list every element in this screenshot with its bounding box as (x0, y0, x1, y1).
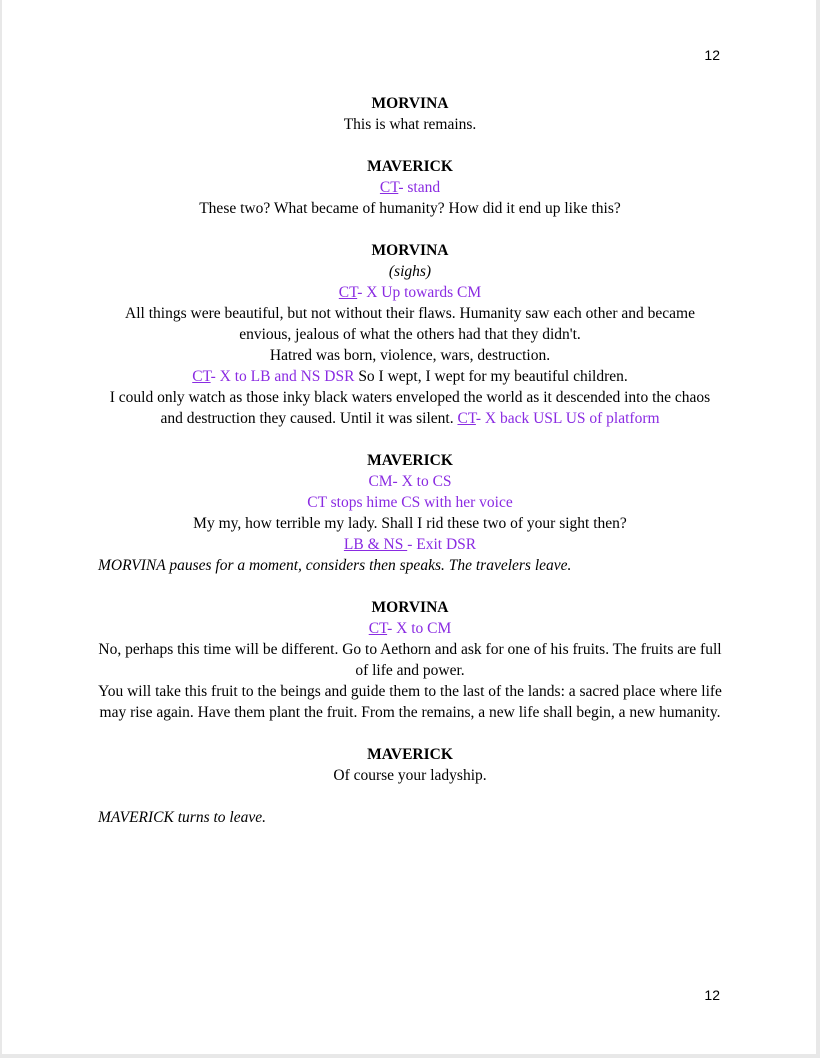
dialogue-line-with-note (98, 387, 722, 429)
character-name: MAVERICK (367, 746, 453, 763)
script-body (98, 93, 722, 828)
dialogue-line: Hatred was born, violence, wars, destruction. (269, 347, 551, 364)
page-number-bottom: 12 (704, 987, 720, 1003)
script-page (2, 0, 816, 1054)
stage-note-text: - X to LB and NS DSR (210, 368, 355, 385)
stage-note (98, 177, 722, 198)
action-line: MORVINA pauses for a moment, considers then speaks. The travelers leave. (98, 557, 572, 574)
character-name: MORVINA (371, 242, 449, 259)
action-line: MAVERICK turns to leave. (98, 809, 266, 826)
stage-note-ct: CT (457, 410, 476, 427)
character-name: MAVERICK (367, 452, 453, 469)
stage-note-text: - X back USL US of platform (475, 410, 660, 427)
stage-note-text: - stand (398, 179, 441, 196)
dialogue-line: All things were beautiful, but not without their flaws. Humanity saw each other and became envious, jealous of what the others had that they didn't. (125, 305, 695, 343)
stage-note-underlined: LB & NS (343, 536, 408, 553)
dialogue-line: You will take this fruit to the beings and guide them to the last of the lands: a sacred place where life may rise again. Have them plant the fruit. From the remains, a new life shall begin, a new humanity. (98, 683, 722, 721)
parenthetical: (sighs) (388, 263, 432, 280)
stage-note-ct: CT (368, 620, 388, 637)
stage-note (98, 534, 722, 555)
dialogue-text: I could only watch as those inky black waters enveloped the world as it descended into the chaos and destruction they caused. Until it was silent. (109, 389, 711, 427)
stage-note (98, 282, 722, 303)
stage-note-ct: CT (192, 368, 211, 385)
dialogue-line: This is what remains. (343, 116, 477, 133)
stage-note-text: - X Up towards CM (357, 284, 482, 301)
dialogue-text: So I wept, I wept for my beautiful children. (354, 368, 628, 385)
stage-note-ct: CT (379, 179, 399, 196)
stage-note: CT stops hime CS with her voice (307, 494, 513, 511)
stage-note-ct: CT (338, 284, 358, 301)
dialogue-line: My my, how terrible my lady. Shall I rid these two of your sight then? (193, 515, 627, 532)
stage-note (98, 618, 722, 639)
dialogue-line: These two? What became of humanity? How did it end up like this? (199, 200, 621, 217)
dialogue-line-with-note (98, 366, 722, 387)
character-name: MORVINA (371, 599, 449, 616)
dialogue-line: Of course your ladyship. (333, 767, 487, 784)
page-number-top: 12 (704, 47, 720, 63)
character-name: MORVINA (371, 95, 449, 112)
stage-note: CM- X to CS (368, 473, 452, 490)
character-name: MAVERICK (367, 158, 453, 175)
stage-note-text: - Exit DSR (407, 536, 477, 553)
stage-note-text: - X to CM (387, 620, 452, 637)
dialogue-line: No, perhaps this time will be different. Go to Aethorn and ask for one of his fruits. The fruits are full of life and power. (98, 641, 722, 679)
